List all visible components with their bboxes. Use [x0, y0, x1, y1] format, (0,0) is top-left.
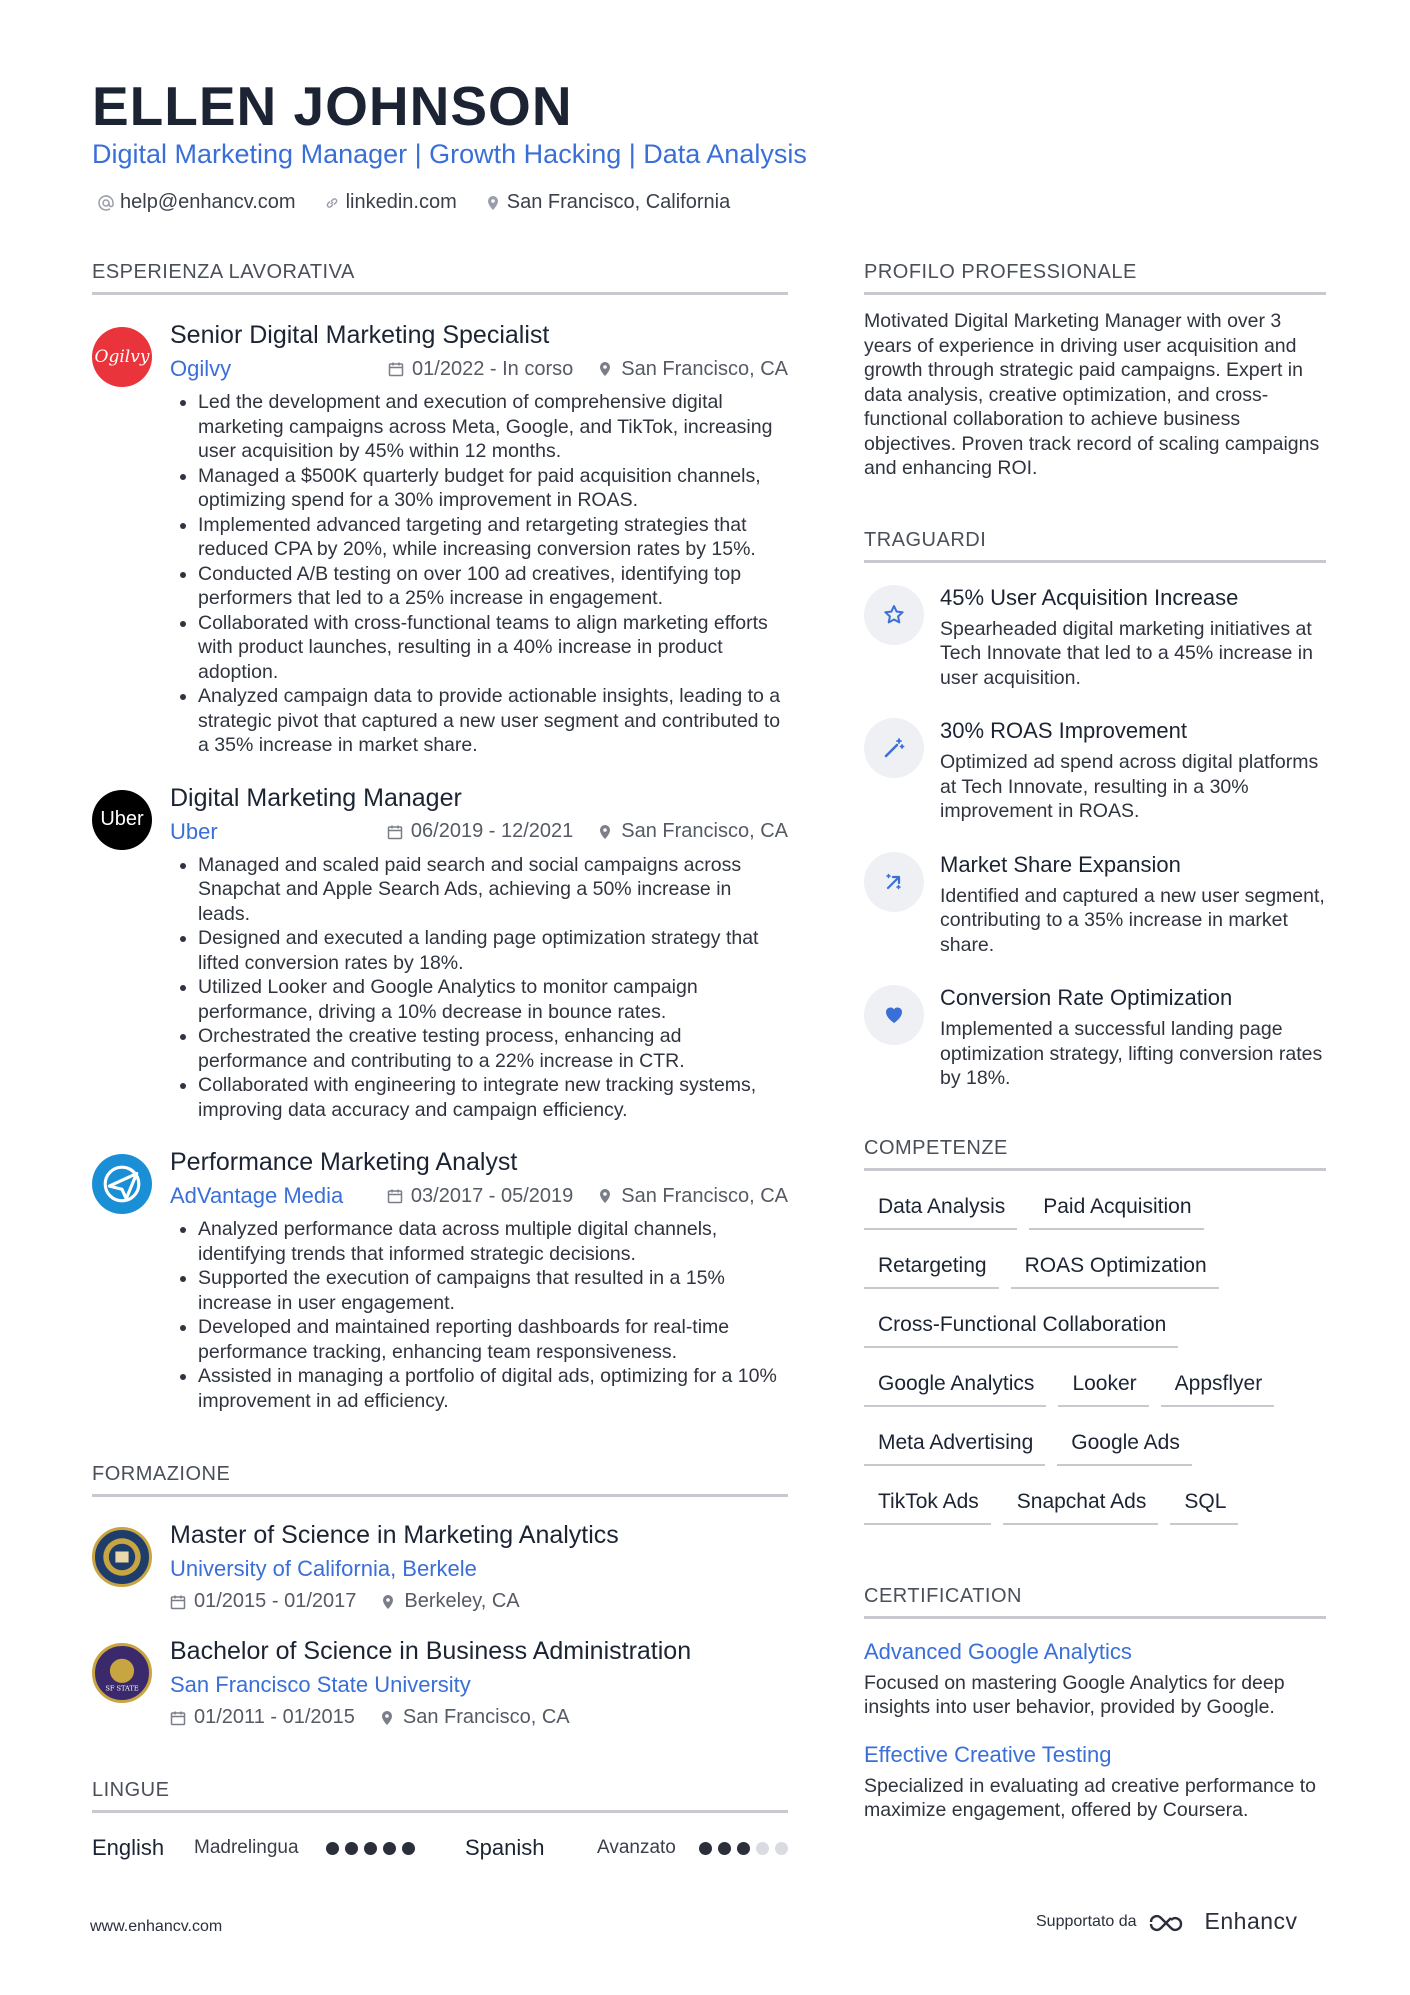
achievement-title: 45% User Acquisition Increase	[940, 584, 1239, 610]
proficiency-dot-filled	[326, 1842, 339, 1855]
proficiency-dots	[326, 1842, 415, 1855]
achievement-icon-wrap	[864, 585, 924, 645]
profile-heading: PROFILO PROFESSIONALE	[864, 261, 1326, 295]
skill-tag: Retargeting	[864, 1250, 999, 1289]
job-title: Digital Marketing Manager	[170, 783, 462, 812]
enhancv-logo-icon	[1147, 1910, 1195, 1934]
location-pin-icon	[597, 824, 613, 840]
language-level: Avanzato	[597, 1837, 676, 1858]
berkeley-seal	[92, 1527, 152, 1587]
location-text: San Francisco, CA	[621, 1184, 788, 1207]
achievements-heading: TRAGUARDI	[864, 529, 1326, 563]
star-icon	[882, 603, 906, 627]
paper-plane-icon	[101, 1163, 143, 1205]
achievement-item	[864, 852, 1326, 958]
proficiency-dot-empty	[756, 1842, 769, 1855]
contact-email[interactable]	[98, 191, 296, 214]
proficiency-dot-filled	[402, 1842, 415, 1855]
achievement-desc: Optimized ad spend across digital platforms at Tech Innovate, resulting in a 30% improvement in ROAS.	[940, 751, 1319, 822]
proficiency-dot-filled	[699, 1842, 712, 1855]
footer-website[interactable]: www.enhancv.com	[90, 1918, 223, 1935]
dates-text: 01/2011 - 01/2015	[194, 1706, 355, 1728]
job-meta	[170, 1183, 788, 1209]
left-column	[92, 261, 788, 1861]
achievement-title: 30% ROAS Improvement	[940, 718, 1187, 743]
contact-bar	[98, 191, 730, 214]
achievement-icon-wrap	[864, 985, 924, 1045]
bullet: Designed and executed a landing page optimization strategy that lifted conversion rates by 18%.	[170, 926, 788, 975]
seal-text: SF STATE	[105, 1684, 139, 1693]
education-location	[379, 1706, 570, 1729]
skill-tag: Data Analysis	[864, 1191, 1017, 1230]
calendar-icon	[388, 361, 404, 377]
achievement-title: Market Share Expansion	[940, 851, 1181, 877]
dates-text: 03/2017 - 05/2019	[410, 1184, 574, 1207]
brand-name: Enhancv	[1204, 1908, 1298, 1934]
calendar-icon	[387, 1188, 403, 1204]
bullet: Managed and scaled paid search and social campaigns across Snapchat and Apple Search Ads, achieving a 50% increase in leads.	[170, 853, 788, 927]
education-location	[380, 1590, 519, 1613]
bullet: Analyzed campaign data to provide actionable insights, leading to a strategic pivot that captured a new user segment and contributed to a 35% increase in market share.	[170, 684, 788, 758]
skill-tag: ROAS Optimization	[1011, 1250, 1219, 1289]
advantage-logo	[92, 1154, 152, 1214]
footer-brand	[1036, 1908, 1298, 1935]
location-pin-icon	[379, 1710, 395, 1726]
bullet: Collaborated with engineering to integrate new tracking systems, improving data accuracy and campaign efficiency.	[170, 1073, 788, 1122]
job-location	[597, 358, 788, 381]
achievement-icon-wrap	[864, 718, 924, 778]
skill-tag: Meta Advertising	[864, 1427, 1045, 1466]
achievement-item	[864, 718, 1326, 824]
skill-tag: Snapchat Ads	[1003, 1486, 1159, 1525]
location-pin-icon	[597, 1188, 613, 1204]
dates-text: 06/2019 - 12/2021	[410, 820, 574, 842]
sfstate-seal	[92, 1643, 152, 1703]
proficiency-dot-filled	[718, 1842, 731, 1855]
proficiency-dot-empty	[775, 1842, 788, 1855]
bullet: Supported the execution of campaigns that resulted in a 15% increase in user engagement.	[170, 1266, 788, 1315]
achievement-item	[864, 985, 1326, 1091]
proficiency-dot-filled	[345, 1842, 358, 1855]
achievement-desc: Spearheaded digital marketing initiatives at Tech Innovate that led to a 45% increase in user acquisition.	[940, 617, 1313, 689]
certification-heading: CERTIFICATION	[864, 1585, 1326, 1619]
university-seal-icon	[100, 1535, 144, 1579]
bullet: Conducted A/B testing on over 100 ad creatives, identifying top performers that led to a 25% increase in engagement.	[170, 562, 788, 611]
skill-tag: Google Ads	[1057, 1427, 1192, 1466]
achievement-title: Conversion Rate Optimization	[940, 985, 1233, 1010]
certification-desc: Focused on mastering Google Analytics for deep insights into user behavior, provided by Google.	[864, 1671, 1285, 1718]
language-list	[92, 1835, 788, 1861]
job-dates	[388, 358, 573, 381]
job-entry	[92, 1148, 788, 1413]
powered-by-text: Supportato da	[1036, 1912, 1137, 1930]
contact-linkedin[interactable]	[324, 191, 457, 214]
ogilvy-logo: Ogilvy	[92, 327, 152, 387]
achievement-item	[864, 585, 1326, 691]
job-dates	[387, 1185, 573, 1208]
bullet: Implemented advanced targeting and retargeting strategies that reduced CPA by 20%, while increasing conversion rates by 15%.	[170, 513, 788, 562]
certification-title[interactable]: Advanced Google Analytics	[864, 1638, 1132, 1664]
dates-text: 01/2015 - 01/2017	[194, 1590, 357, 1612]
job-meta	[170, 819, 788, 845]
heart-icon	[882, 1003, 906, 1027]
proficiency-dot-filled	[364, 1842, 377, 1855]
job-meta	[170, 356, 788, 382]
experience-heading: ESPERIENZA LAVORATIVA	[92, 261, 788, 295]
dates-text: 01/2022 - In corso	[412, 357, 574, 380]
job-entry	[92, 784, 788, 1123]
education-meta	[170, 1706, 788, 1729]
contact-location	[485, 191, 730, 214]
calendar-icon	[387, 824, 403, 840]
education-entry	[92, 1521, 788, 1613]
job-title: Senior Digital Marketing Specialist	[170, 321, 550, 349]
university-seal-icon	[100, 1651, 144, 1695]
location-text: San Francisco, California	[506, 191, 731, 213]
education-meta	[170, 1590, 788, 1613]
bullet: Assisted in managing a portfolio of digital ads, optimizing for a 10% improvement in ad efficiency.	[170, 1364, 788, 1413]
bullet: Analyzed performance data across multiple digital channels, identifying trends that informed strategic decisions.	[170, 1217, 788, 1266]
company-name: Uber	[170, 818, 218, 844]
proficiency-dot-filled	[383, 1842, 396, 1855]
location-pin-icon	[597, 361, 613, 377]
location-pin-icon	[485, 195, 501, 211]
email-text: help@enhancv.com	[120, 191, 296, 213]
job-location	[597, 1185, 788, 1208]
degree-title: Master of Science in Marketing Analytics	[170, 1521, 619, 1549]
job-bullets	[170, 390, 788, 758]
education-dates	[170, 1706, 355, 1729]
location-text: San Francisco, CA	[402, 1706, 570, 1728]
sparkle-arrow-icon	[882, 870, 906, 894]
location-pin-icon	[380, 1594, 396, 1610]
bullet: Orchestrated the creative testing process, enhancing ad performance and contributing to a 22% increase in CTR.	[170, 1024, 788, 1073]
location-text: San Francisco, CA	[621, 357, 788, 380]
degree-title: Bachelor of Science in Business Administration	[170, 1637, 692, 1665]
calendar-icon	[170, 1594, 186, 1610]
certification-title[interactable]: Effective Creative Testing	[864, 1741, 1112, 1767]
skill-tag: Google Analytics	[864, 1368, 1046, 1407]
job-bullets	[170, 853, 788, 1123]
bullet: Managed a $500K quarterly budget for paid acquisition channels, optimizing spend for a 30% improvement in ROAS.	[170, 464, 788, 513]
skill-tag: Paid Acquisition	[1029, 1191, 1203, 1230]
school-name: University of California, Berkele	[170, 1556, 477, 1581]
skill-tag: SQL	[1170, 1486, 1238, 1525]
magic-wand-icon	[882, 736, 906, 760]
skills-heading: COMPETENZE	[864, 1137, 1326, 1171]
bullet: Developed and maintained reporting dashboards for real-time performance tracking, enhancing team responsiveness.	[170, 1315, 788, 1364]
job-entry	[92, 321, 788, 758]
education-heading: FORMAZIONE	[92, 1463, 788, 1497]
company-name: AdVantage Media	[170, 1183, 344, 1208]
link-icon	[324, 195, 340, 211]
education-entry	[92, 1637, 788, 1729]
bullet: Collaborated with cross-functional teams to align marketing efforts with product launches, resulting in a 40% increase in product adoption.	[170, 611, 788, 685]
skill-tag: Appsflyer	[1161, 1368, 1275, 1407]
education-dates	[170, 1590, 356, 1613]
at-icon	[98, 195, 114, 211]
headline: Digital Marketing Manager | Growth Hacking | Data Analysis	[92, 139, 807, 169]
achievement-icon-wrap	[864, 852, 924, 912]
job-title: Performance Marketing Analyst	[170, 1148, 518, 1176]
languages-heading: LINGUE	[92, 1779, 788, 1813]
achievement-desc: Implemented a successful landing page optimization strategy, lifting conversion rates by 18%.	[940, 1018, 1323, 1089]
uber-logo: Uber	[92, 790, 152, 850]
skills-list	[864, 1191, 1326, 1525]
skill-tag: Looker	[1058, 1368, 1148, 1407]
company-name: Ogilvy	[170, 356, 232, 381]
bullet: Led the development and execution of comprehensive digital marketing campaigns across Meta, Google, and TikTok, increasing user acquisition by 45% within 12 months.	[170, 390, 788, 464]
bullet: Utilized Looker and Google Analytics to monitor campaign performance, driving a 10% decrease in bounce rates.	[170, 975, 788, 1024]
location-text: Berkeley, CA	[404, 1590, 520, 1612]
skill-tag: Cross-Functional Collaboration	[864, 1309, 1178, 1348]
language-level: Madrelingua	[194, 1837, 299, 1858]
right-column	[864, 261, 1326, 1823]
school-name: San Francisco State University	[170, 1672, 471, 1697]
location-text: San Francisco, CA	[621, 820, 788, 842]
language-name: Spanish	[465, 1835, 545, 1860]
job-bullets	[170, 1217, 788, 1413]
achievement-desc: Identified and captured a new user segment, contributing to a 35% increase in market share.	[940, 884, 1325, 956]
language-name: English	[92, 1835, 165, 1860]
candidate-name: ELLEN JOHNSON	[92, 75, 573, 137]
profile-summary: Motivated Digital Marketing Manager with over 3 years of experience in driving user acquisition and growth through strategic paid campaigns. Expert in data analysis, creative optimization, and cross-functional collaboration to achieve business objectives. Proven track record of scaling campaigns and enhancing ROI.	[864, 310, 1320, 479]
proficiency-dot-filled	[737, 1842, 750, 1855]
job-dates	[387, 820, 573, 843]
calendar-icon	[170, 1710, 186, 1726]
job-location	[597, 820, 788, 843]
certification-desc: Specialized in evaluating ad creative performance to maximize engagement, offered by Coursera.	[864, 1774, 1317, 1821]
skill-tag: TikTok Ads	[864, 1486, 991, 1525]
linkedin-text: linkedin.com	[345, 191, 457, 213]
proficiency-dots	[699, 1842, 788, 1855]
